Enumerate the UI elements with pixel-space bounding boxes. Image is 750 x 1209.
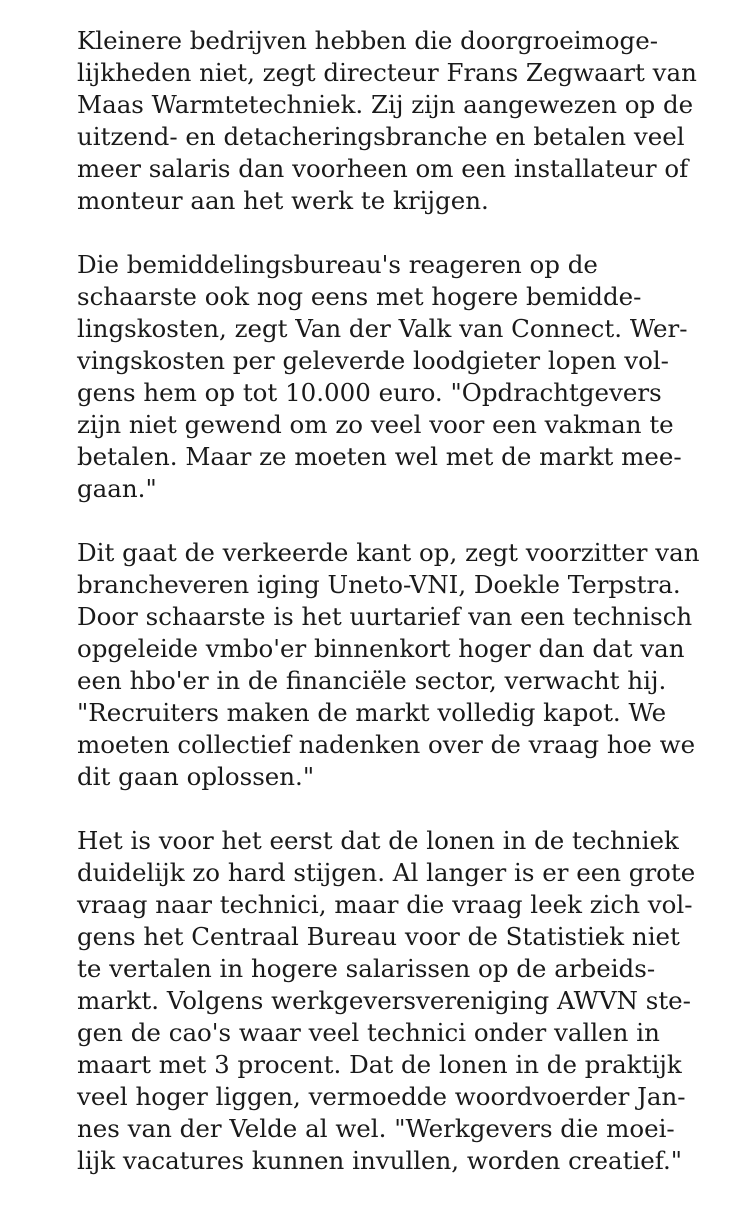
text-line: Dit gaat de verkeerde kant op, zegt voorzitter van (77, 538, 700, 567)
text-line: duidelijk zo hard stijgen. Al langer is er een grote (77, 858, 696, 887)
text-line: lingskosten, zegt Van der Valk van Connect. Wer- (77, 314, 688, 343)
text-line: moeten collectief nadenken over de vraag hoe we (77, 730, 696, 759)
text-line: lijk vacatures kunnen invullen, worden creatief." (77, 1146, 683, 1175)
paragraph-1 (77, 25, 697, 217)
text-line: "Recruiters maken de markt volledig kapot. We (77, 698, 667, 727)
text-line: vingskosten per geleverde loodgieter lopen vol- (77, 346, 669, 375)
text-line: markt. Volgens werkgeversvereniging AWVN ste- (77, 986, 691, 1015)
text-line: gen de cao's waar veel technici onder vallen in (77, 1018, 660, 1047)
text-line: vraag naar technici, maar die vraag leek zich vol- (77, 890, 693, 919)
text-line: gens hem op tot 10.000 euro. "Opdrachtgevers (77, 378, 662, 407)
text-line: opgeleide vmbo'er binnenkort hoger dan dat van (77, 634, 685, 663)
paragraph-4 (77, 825, 696, 1177)
text-line: veel hoger liggen, vermoedde woordvoerder Jan- (77, 1082, 686, 1111)
paragraph-3 (77, 537, 700, 793)
text-line: meer salaris dan voorheen om een installateur of (77, 154, 689, 183)
text-line: monteur aan het werk te krijgen. (77, 186, 489, 215)
text-line: brancheveren iging Uneto-VNI, Doekle Terpstra. (77, 570, 681, 599)
text-line: een hbo'er in de financiële sector, verwacht hij. (77, 666, 667, 695)
text-line: lijkheden niet, zegt directeur Frans Zegwaart van (77, 58, 697, 87)
text-line: uitzend- en detacheringsbranche en betalen veel (77, 122, 685, 151)
text-line: gens het Centraal Bureau voor de Statistiek niet (77, 922, 680, 951)
text-line: Die bemiddelingsbureau's reageren op de (77, 250, 598, 279)
article-body (77, 25, 700, 1209)
text-line: nes van der Velde al wel. "Werkgevers die moei- (77, 1114, 675, 1143)
text-line: schaarste ook nog eens met hogere bemidde- (77, 282, 642, 311)
text-line: Door schaarste is het uurtarief van een technisch (77, 602, 693, 631)
text-line: zijn niet gewend om zo veel voor een vakman te (77, 410, 674, 439)
text-line: te vertalen in hogere salarissen op de arbeids- (77, 954, 656, 983)
paragraph-2 (77, 249, 688, 505)
text-line: dit gaan oplossen." (77, 762, 315, 791)
text-line: gaan." (77, 474, 157, 503)
text-line: Het is voor het eerst dat de lonen in de techniek (77, 826, 679, 855)
text-line: betalen. Maar ze moeten wel met de markt mee- (77, 442, 682, 471)
text-line: Maas Warmtetechniek. Zij zijn aangewezen op de (77, 90, 694, 119)
text-line: Kleinere bedrijven hebben die doorgroeimoge- (77, 26, 659, 55)
text-line: maart met 3 procent. Dat de lonen in de praktijk (77, 1050, 682, 1079)
